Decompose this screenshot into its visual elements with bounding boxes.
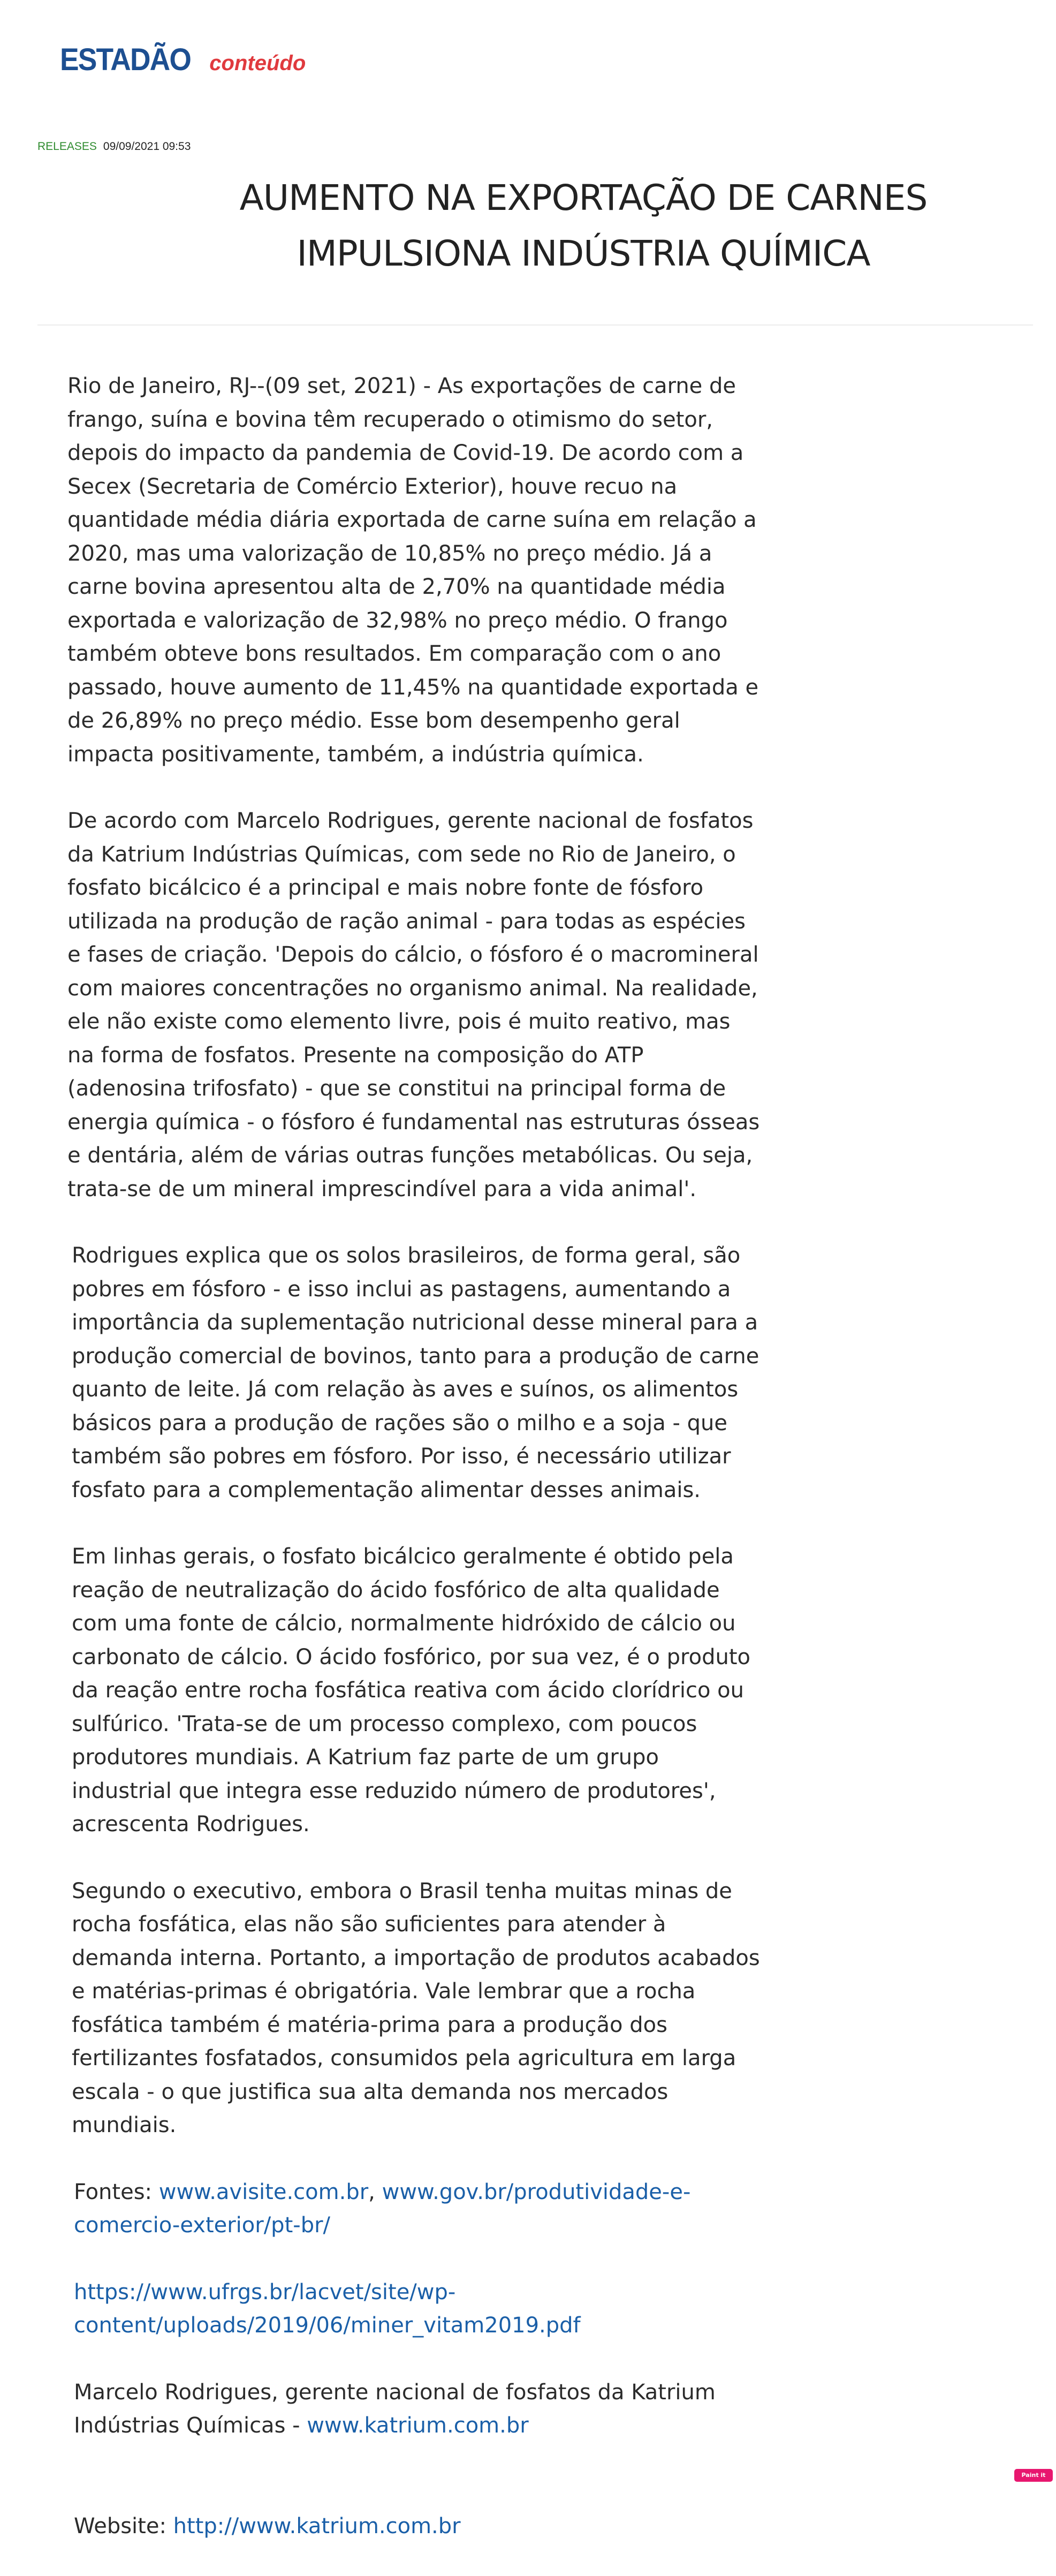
sources-label: Fontes:	[74, 2179, 159, 2204]
estadao-logo[interactable]	[60, 42, 306, 78]
logo-sub-text: conteúdo	[209, 51, 306, 75]
contact-text: Marcelo Rodrigues, gerente nacional de fosfatos da Katrium Indústrias Químicas -	[74, 2379, 716, 2438]
website-link[interactable]: http://www.katrium.com.br	[173, 2513, 461, 2539]
logo-main-text: ESTADÃO	[60, 42, 191, 77]
article-title: AUMENTO NA EXPORTAÇÃO DE CARNES IMPULSIONA INDÚSTRIA QUÍMICA	[239, 177, 928, 274]
paragraph-2: De acordo com Marcelo Rodrigues, gerente nacional de fosfatos da Katrium Indústrias Químicas, com sede no Rio de Janeiro, o fosfato bicálcico é a principal e mais nobre fonte de fósforo utilizada na produção de ração animal - para todas as espécies e fases de criação. 'Depois do cálcio, o fósforo é o macromineral com maiores concentrações no organismo animal. Na realidade, ele não existe como elemento livre, pois é muito reativo, mas na forma de fosfatos. Presente na composição do ATP (adenosina trifosfato) - que se constitui na principal forma de energia química - o fósforo é fundamental nas estruturas ósseas e dentária, além de várias outras funções metabólicas. Ou seja, trata-se de um mineral imprescindível para a vida animal'.	[67, 809, 760, 1202]
contact-line	[67, 2376, 763, 2443]
article-body	[67, 369, 763, 2576]
sources-line	[67, 2175, 763, 2242]
category-link[interactable]: RELEASES	[37, 140, 97, 153]
website-line	[67, 2510, 763, 2543]
source-link-gov[interactable]: www.gov.br/produtividade-e-comercio-exterior/pt-br/	[74, 2179, 691, 2238]
contact-link-katrium[interactable]: www.katrium.com.br	[307, 2413, 529, 2438]
sources-separator: ,	[368, 2179, 382, 2204]
article-meta	[37, 140, 191, 153]
sources-line-2	[67, 2276, 763, 2343]
paragraph-1: Rio de Janeiro, RJ--(09 set, 2021) - As exportações de carne de frango, suína e bovina têm recuperado o otimismo do setor, depois do impacto da pandemia de Covid-19. De acordo com a Secex (Secretaria de Comércio Exterior), houve recuo na quantidade média diária exportada de carne suína em relação a 2020, mas uma valorização de 10,85% no preço médio. Já a carne bovina apresentou alta de 2,70% na quantidade média exportada e valorização de 32,98% no preço médio. O frango também obteve bons resultados. Em comparação com o ano passado, houve aumento de 11,45% na quantidade exportada e de 26,89% no preço médio. Esse bom desempenho geral impacta positivamente, também, a indústria química.	[67, 374, 759, 767]
website-label: Website:	[74, 2513, 173, 2539]
paragraph-3: Rodrigues explica que os solos brasileiros, de forma geral, são pobres em fósforo - e isso inclui as pastagens, aumentando a importância da suplementação nutricional desse mineral para a produção comercial de bovinos, tanto para a produção de carne quanto de leite. Já com relação às aves e suínos, os alimentos básicos para a produção de rações são o milho e a soja - que também são pobres em fósforo. Por isso, é necessário utilizar fosfato para a complementação alimentar desses animais.	[72, 1243, 759, 1502]
paragraph-4: Em linhas gerais, o fosfato bicálcico geralmente é obtido pela reação de neutralização do ácido fosfórico de alta qualidade com uma fonte de cálcio, normalmente hidróxido de cálcio ou carbonato de cálcio. O ácido fosfórico, por sua vez, é o produto da reação entre rocha fosfática reativa com ácido clorídrico ou sulfúrico. 'Trata-se de um processo complexo, com poucos produtores mundiais. A Katrium faz parte de um grupo industrial que integra esse reduzido número de produtores', acrescenta Rodrigues.	[72, 1544, 750, 1837]
site-badge[interactable]: Paint it Site	[1014, 2469, 1053, 2482]
paragraph-5: Segundo o executivo, embora o Brasil tenha muitas minas de rocha fosfática, elas não são suficientes para atender à demanda interna. Portanto, a importação de produtos acabados e matérias-primas é obrigatória. Vale lembrar que a rocha fosfática também é matéria-prima para a produção dos fertilizantes fosfatados, consumidos pela agricultura em larga escala - o que justifica sua alta demanda nos mercados mundiais.	[72, 1878, 760, 2137]
title-divider	[37, 324, 1033, 326]
source-link-avisite[interactable]: www.avisite.com.br	[158, 2179, 369, 2204]
source-link-ufrgs[interactable]: https://www.ufrgs.br/lacvet/site/wp-content/uploads/2019/06/miner_vitam2019.pdf	[74, 2279, 581, 2338]
publish-date: 09/09/2021 09:53	[103, 140, 191, 153]
